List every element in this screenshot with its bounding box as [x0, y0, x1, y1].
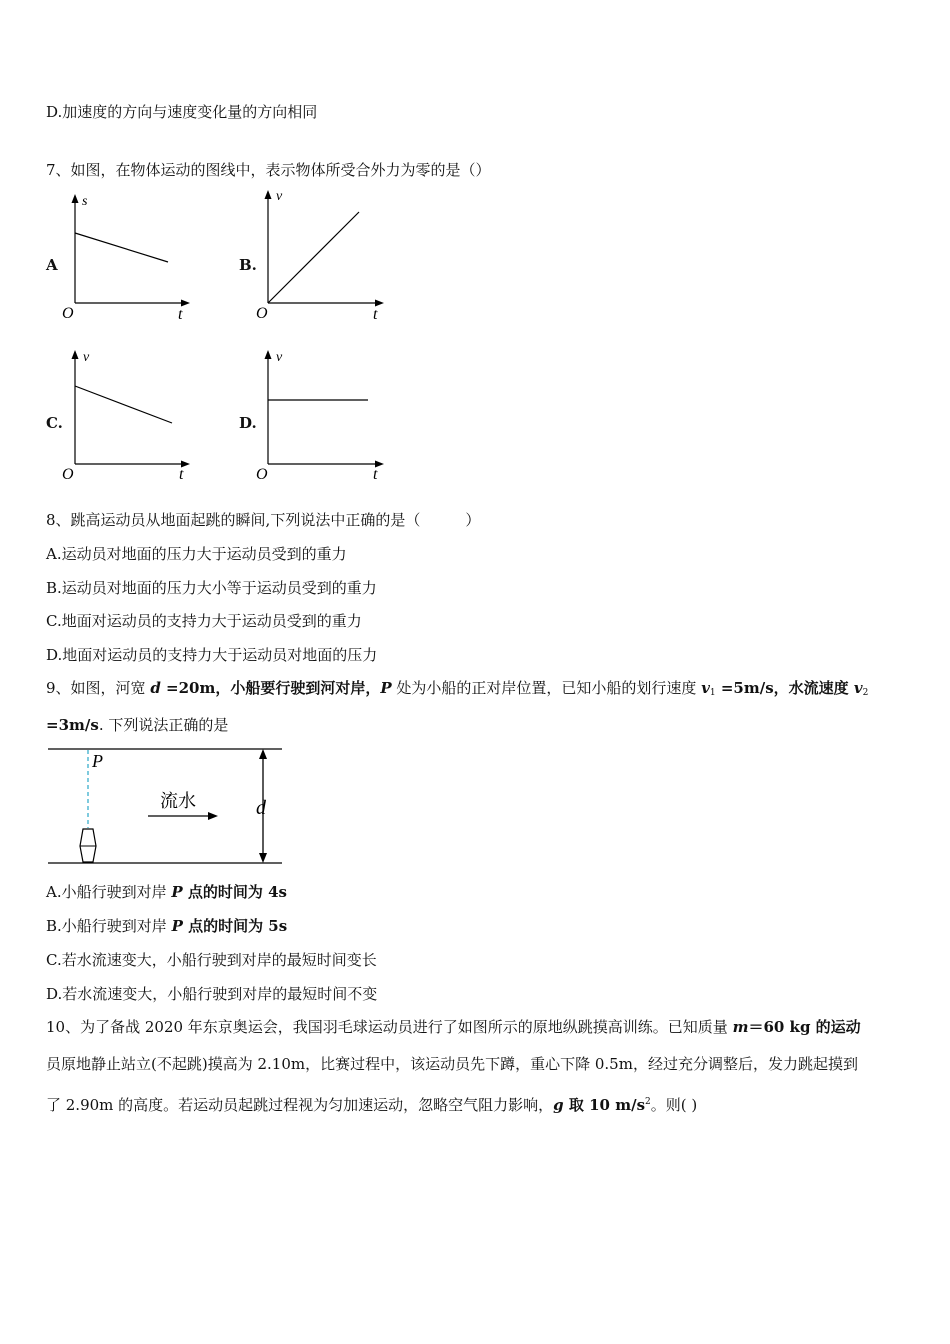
y-axis-label: v: [276, 350, 283, 365]
q9-var-p: P: [380, 679, 392, 697]
q9-var-v2: v: [853, 679, 863, 697]
q7-graph-a-label: A: [46, 256, 58, 274]
q10-text: ＝60 kg 的运动: [748, 1018, 861, 1036]
q9-option-a: [46, 881, 287, 903]
flow-arrow-head: [208, 812, 218, 820]
q10-text: 取 10 m/s: [563, 1096, 646, 1114]
y-axis-label: v: [276, 189, 283, 204]
origin-label: O: [62, 466, 74, 483]
q9-sub: 1: [709, 688, 716, 698]
q10-var-m: m: [732, 1018, 749, 1036]
q10-text: 。则( ): [650, 1096, 698, 1114]
q9-sub: 2: [862, 688, 869, 698]
q9-var-v1: v: [701, 679, 710, 697]
q9-var-p: P: [171, 917, 183, 935]
y-axis-arrow: [265, 350, 272, 359]
q10-text: 10、为了备战 2020 年东京奥运会，我国羽毛球运动员进行了如图所示的原地纵跳摸高训练。已知质量: [46, 1018, 733, 1036]
q9-option-b: [46, 915, 287, 937]
graph-line: [75, 386, 172, 423]
q10-sup: 2: [645, 1097, 651, 1107]
q9-text: 9、如图，河宽: [46, 679, 151, 697]
q9-option-d: D.若水流速变大，小船行驶到对岸的最短时间不变: [46, 985, 378, 1003]
q10-line1: [46, 1016, 861, 1038]
x-axis-label: t: [373, 466, 378, 483]
y-axis-label: v: [83, 350, 90, 365]
q9-option-text: B.小船行驶到对岸: [46, 917, 172, 935]
origin-label: O: [256, 305, 268, 322]
q9-option-c: C.若水流速变大，小船行驶到对岸的最短时间变长: [46, 951, 377, 969]
q9-stem-line1: [46, 677, 868, 704]
width-arrow-top: [259, 749, 267, 759]
point-p-label: P: [92, 751, 103, 771]
width-d-label: d: [256, 797, 266, 819]
q8-option-d: D.地面对运动员的支持力大于运动员对地面的压力: [46, 646, 378, 664]
q9-text: =20m，小船要行驶到河对岸，: [160, 679, 381, 697]
q10-line3: [46, 1091, 697, 1116]
y-axis-arrow: [72, 350, 79, 359]
q6-option-d: D.加速度的方向与速度变化量的方向相同: [46, 103, 318, 121]
q9-stem-line2: [46, 714, 228, 736]
q7-graph-b: [252, 186, 392, 326]
q9-text: 处为小船的正对岸位置，已知小船的划行速度: [391, 679, 702, 697]
x-axis-label: t: [373, 306, 378, 323]
q7-graph-b-label: B.: [239, 256, 257, 274]
y-axis-label: s: [82, 194, 88, 209]
width-arrow-bottom: [259, 853, 267, 863]
x-axis-label: t: [179, 466, 184, 483]
q8-option-b: B.运动员对地面的压力大小等于运动员受到的重力: [46, 579, 377, 597]
q7-graph-c: [58, 346, 198, 486]
q9-text: =5m/s，水流速度: [715, 679, 854, 697]
q8-option-c: C.地面对运动员的支持力大于运动员受到的重力: [46, 612, 362, 630]
y-axis-arrow: [72, 194, 79, 203]
q10-text: 了 2.90m 的高度。若运动员起跳过程视为匀加速运动，忽略空气阻力影响，: [46, 1096, 554, 1114]
graph-line: [268, 212, 359, 303]
q9-var-p: P: [171, 883, 183, 901]
q9-option-text: A.小船行驶到对岸: [46, 883, 172, 901]
q9-text: =3m/s: [46, 716, 99, 734]
flow-label: 流水: [160, 791, 196, 811]
q7-graph-d-label: D.: [239, 414, 257, 432]
y-axis-arrow: [265, 190, 272, 199]
q10-line2: 员原地静止站立(不起跳)摸高为 2.10m，比赛过程中，该运动员先下蹲，重心下降 0.5m，经过充分调整后，发力跳起摸到: [46, 1055, 858, 1073]
q9-text: . 下列说法正确的是: [98, 716, 229, 734]
q7-graph-a: [58, 190, 198, 325]
origin-label: O: [62, 305, 74, 322]
origin-label: O: [256, 466, 268, 483]
q9-option-text: 点的时间为 5s: [182, 917, 288, 935]
x-axis-label: t: [178, 306, 183, 323]
q8-option-a: A.运动员对地面的压力大于运动员受到的重力: [46, 545, 347, 563]
q9-river-figure: [46, 744, 286, 868]
q10-var-g: g: [553, 1096, 564, 1114]
q8-stem: 8、跳高运动员从地面起跳的瞬间,下列说法中正确的是（ ）: [46, 511, 481, 529]
q9-option-text: 点的时间为 4s: [182, 883, 287, 901]
q7-graph-d: [252, 346, 392, 486]
q7-stem: 7、如图，在物体运动的图线中，表示物体所受合外力为零的是（）: [46, 161, 491, 179]
graph-line: [75, 233, 168, 262]
q9-var-d: d: [150, 679, 161, 697]
q7-graph-c-label: C.: [46, 414, 63, 432]
